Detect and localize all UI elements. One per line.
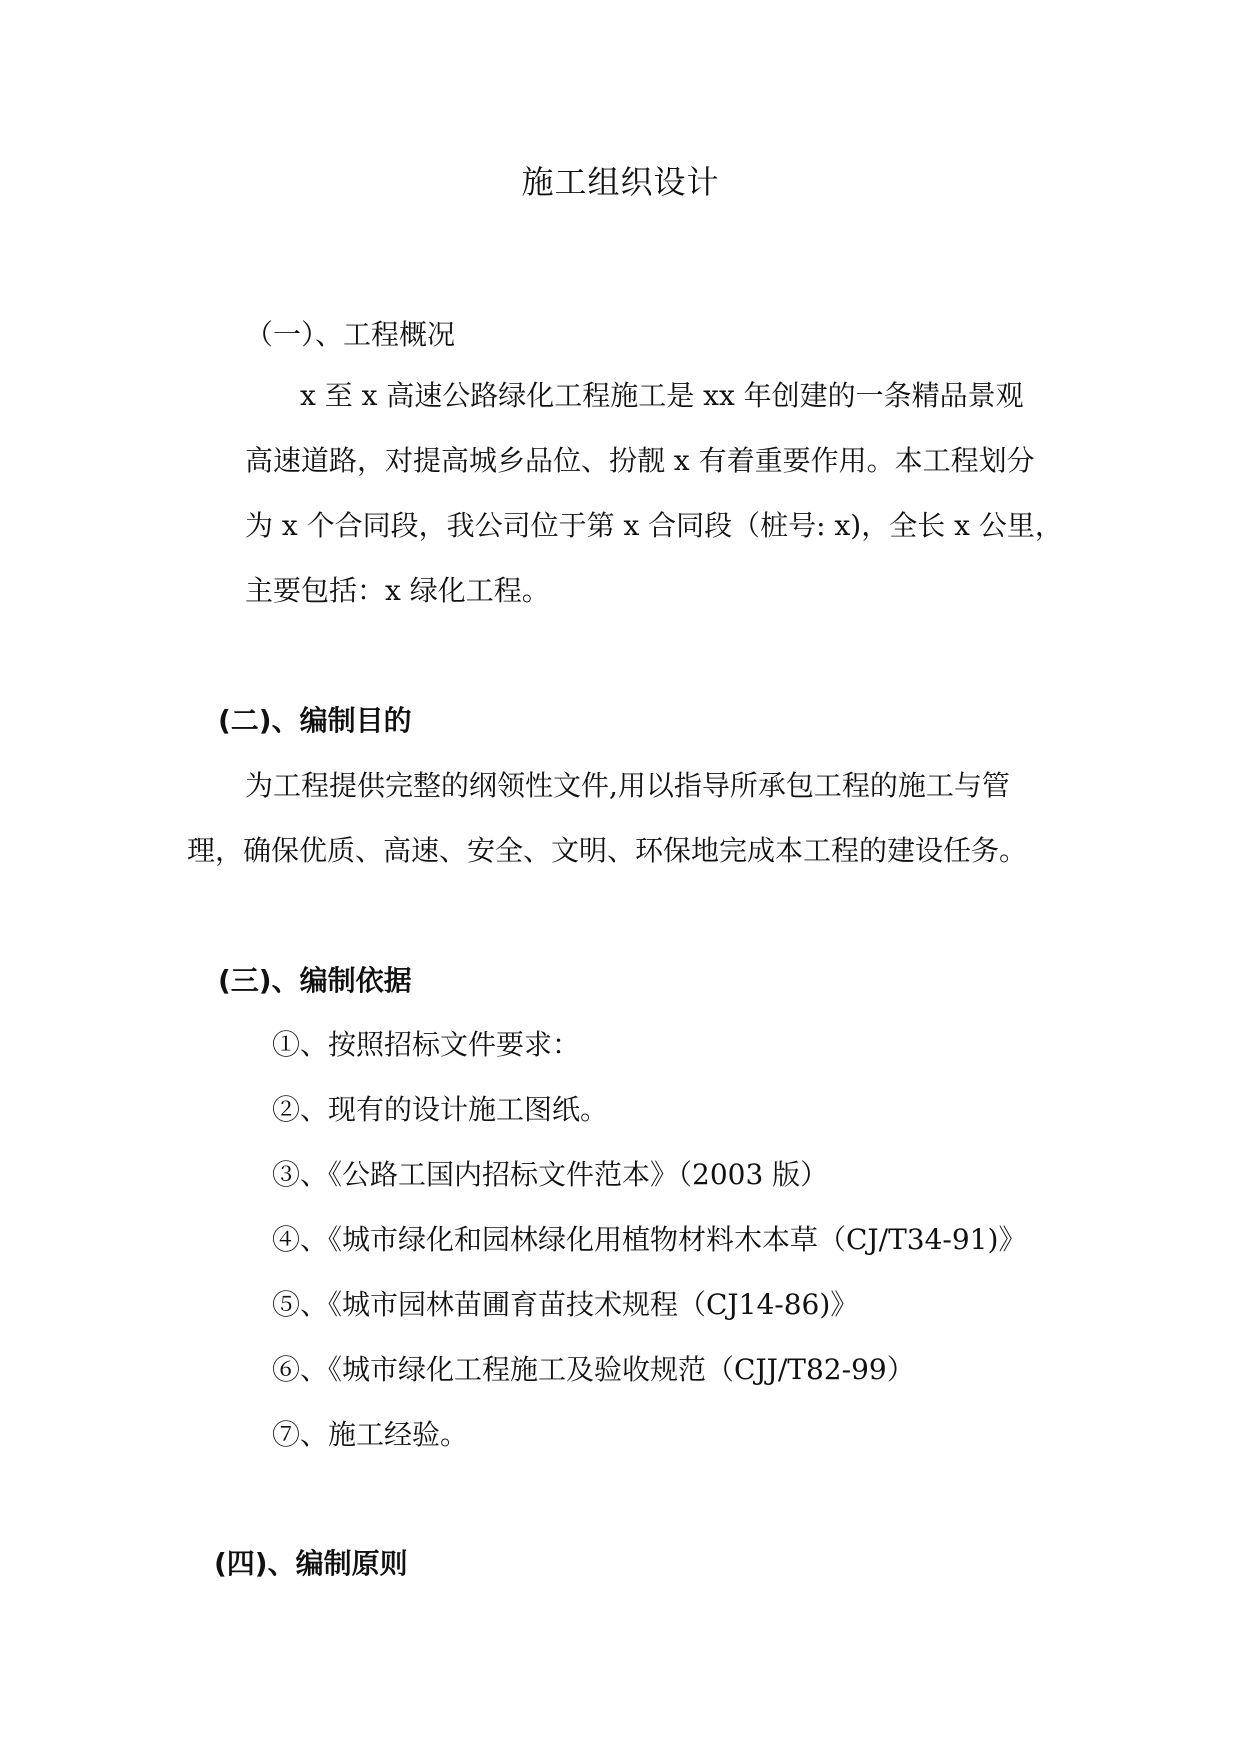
section1-line-3: 为 x 个合同段，我公司位于第 x 合同段（桩号: x)，全长 x 公里， [245,509,1063,542]
section3-item-2: ②、现有的设计施工图纸。 [272,1093,609,1126]
section3-item-7: ⑦、施工经验。 [272,1418,469,1451]
section3-item-6: ⑥、《城市绿化工程施工及验收规范（CJJ/T82-99） [272,1353,915,1386]
section1-line-2: 高速道路，对提高城乡品位、扮靓 x 有着重要作用。本工程划分 [245,444,1035,477]
section2-heading: (二)、编制目的 [218,704,412,737]
section3-item-4: ④、《城市绿化和园林绿化用植物材料木本草（CJ/T34-91)》 [272,1223,1027,1256]
section1-heading: （一）、工程概况 [245,318,456,351]
section3-heading: (三)、编制依据 [218,964,412,997]
section3-item-1: ①、按照招标文件要求： [272,1028,581,1061]
section3-item-5: ⑤、《城市园林苗圃育苗技术规程（CJ14-86)》 [272,1288,859,1321]
page-title: 施工组织设计 [521,163,720,201]
section2-line-1: 为工程提供完整的纲领性文件,用以指导所承包工程的施工与管 [245,769,1010,802]
section2-line-2: 理，确保优质、高速、安全、文明、环保地完成本工程的建设任务。 [187,834,1028,867]
section1-line-1: x 至 x 高速公路绿化工程施工是 xx 年创建的一条精品景观 [300,379,1024,412]
section3-item-3: ③、《公路工国内招标文件范本》（2003 版） [272,1158,829,1191]
section1-line-4: 主要包括：x 绿化工程。 [245,574,550,607]
section4-heading: (四)、编制原则 [214,1547,408,1580]
